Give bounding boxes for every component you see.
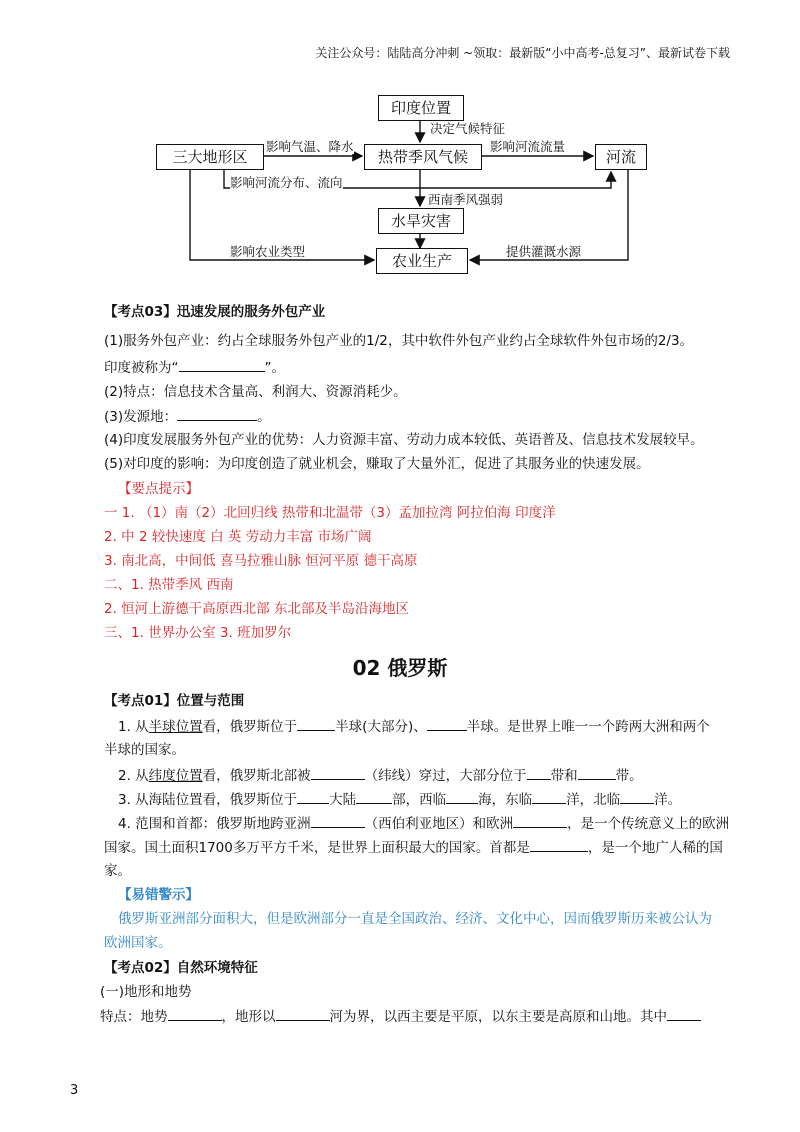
p2-e: 带和 [550,768,578,784]
kd02-heading: 【考点02】自然环境特征 [104,960,258,976]
blank-asian-part[interactable] [311,813,365,828]
russia-p1 [118,716,710,737]
p3-f: 洋。 [654,792,682,808]
item3-pre: (3)发源地： [104,409,178,425]
p3-c: 部，西临 [392,792,447,808]
hints-heading: 【要点提示】 [118,481,199,497]
p1-a: 1. 从 [118,719,149,735]
p1-b: 半球位置 [148,719,203,735]
feat-c: 河为界，以西主要是平原，以东主要是高原和山地。其中 [329,1009,667,1025]
hint-line-1: 一 1. （1）南（2）北回归线 热带和北温带（3）孟加拉湾 阿拉伯海 印度洋 [104,505,556,521]
label-agri-type: 影响农业类型 [230,244,306,259]
blank-european-part[interactable] [513,813,567,828]
box-agriculture: 农业生产 [376,248,468,274]
blank-terrain-trend[interactable] [168,1006,222,1021]
item3-post: 。 [257,409,271,425]
item1-b-pre: 印度被称为“ [104,360,179,376]
hint-line-5: 2. 恒河上游德干高原西北部 东北部及半岛沿海地区 [104,601,409,617]
kd03-item1-b [104,357,285,378]
p4-d: 国家。国土面积1700多万平方千米，是世界上面积最大的国家。首都是 [104,840,530,856]
kd03-heading: 【考点03】迅速发展的服务外包产业 [104,304,326,320]
russia-p3 [118,789,681,810]
label-river-distribution: 影响河流分布、流向 [230,175,343,190]
feat-a: 特点：地势 [100,1009,168,1025]
warn-line-1: 俄罗斯亚洲部分面积大，但是欧洲部分一直是全国政治、经济、文化中心，因而俄罗斯历来被公认为 [118,911,712,927]
warn-heading: 【易错警示】 [118,887,199,903]
kd03-item5: (5)对印度的影响：为印度创造了就业机会，赚取了大量外汇，促进了其服务业的快速发展。 [104,456,650,472]
blank-terrain-other[interactable] [667,1006,701,1021]
blank-continent[interactable] [297,789,329,804]
hint-line-6: 三、1. 世界办公室 3. 班加罗尔 [104,625,292,641]
page-number: 3 [70,1083,79,1098]
feat-b: ，地形以 [221,1009,276,1025]
p3-d: 海，东临 [478,792,533,808]
russia-p4 [118,813,729,834]
blank-latitude-line[interactable] [311,765,365,780]
russia-p4-end: 家。 [104,863,131,879]
terrain-features [100,1006,701,1027]
blank-hemisphere-2[interactable] [427,716,467,731]
box-india-position: 印度位置 [378,95,464,121]
hint-line-4: 二、1. 热带季风 西南 [104,577,234,593]
label-climate-features: 决定气候特征 [430,121,506,136]
p2-a: 2. 从 [118,768,149,784]
russia-p2 [118,765,643,786]
p4-b: （西伯利亚地区）和欧洲 [364,816,514,832]
blank-zone-1[interactable] [527,765,551,780]
russia-p1-cont: 半球的国家。 [104,742,185,758]
blank-continent-part[interactable] [356,789,392,804]
section-title-russia: 02 俄罗斯 [352,656,448,680]
blank-capital[interactable] [530,837,588,852]
blank-west-sea[interactable] [446,789,478,804]
p1-c: 看，俄罗斯位于 [202,719,298,735]
blank-zone-2[interactable] [578,765,616,780]
label-irrigation: 提供灌溉水源 [506,244,582,259]
p4-e: ，是一个地广人稀的国 [587,840,723,856]
box-rivers: 河流 [595,144,647,170]
blank-hemisphere-1[interactable] [297,716,335,731]
p3-b: 大陆 [329,792,357,808]
blank-north-ocean[interactable] [620,789,654,804]
kd03-item2: (2)特点：信息技术含量高、利润大、资源消耗少。 [104,384,407,400]
kd03-item3 [104,406,271,427]
label-river-flow: 影响河流流量 [490,139,566,154]
india-flowchart [0,0,800,290]
p2-f: 带。 [615,768,643,784]
p1-e: 半球。是世界上唯一一个跨两大洲和两个 [466,719,710,735]
box-landforms: 三大地形区 [156,144,264,170]
blank-east-ocean[interactable] [532,789,566,804]
blank-india-nickname[interactable] [179,357,265,372]
box-monsoon-climate: 热带季风气候 [364,144,482,170]
russia-p4-cont [104,837,723,858]
p3-a: 3. 从海陆位置看，俄罗斯位于 [118,792,298,808]
p2-c: 看，俄罗斯北部被 [202,768,311,784]
p2-b: 纬度位置 [148,768,203,784]
item1-b-post: ”。 [264,360,285,376]
label-temp-precip: 影响气温、降水 [266,139,354,154]
p3-e: 洋，北临 [566,792,621,808]
blank-birthplace[interactable] [177,406,257,421]
kd03-item1-a: (1)服务外包产业：约占全球服务外包产业的1/2，其中软件外包产业约占全球软件外包市场的2/3。 [104,333,694,349]
warn-line-2: 欧洲国家。 [104,935,172,951]
hint-line-3: 3. 南北高，中间低 喜马拉雅山脉 恒河平原 德干高原 [104,553,418,569]
page-header: 关注公众号：陆陆高分冲刺 ~领取：最新版“小中高考-总复习”、最新试卷下载 [315,46,730,60]
p2-d: （纬线）穿过，大部分位于 [364,768,527,784]
label-sw-monsoon: 西南季风强弱 [428,192,504,207]
blank-boundary-river[interactable] [276,1006,330,1021]
p4-c: ，是一个传统意义上的欧洲 [567,816,730,832]
kd01-heading: 【考点01】位置与范围 [104,693,245,709]
subsection-terrain: (一)地形和地势 [100,984,192,1000]
p4-a: 4. 范围和首都：俄罗斯地跨亚洲 [118,816,311,832]
kd03-item4: (4)印度发展服务外包产业的优势：人力资源丰富、劳动力成本较低、英语普及、信息技术发展较早。 [104,432,704,448]
hint-line-2: 2. 中 2 较快速度 白 英 劳动力丰富 市场广阔 [104,529,372,545]
box-disasters: 水旱灾害 [378,208,464,234]
p1-d: 半球(大部分)、 [335,719,427,735]
